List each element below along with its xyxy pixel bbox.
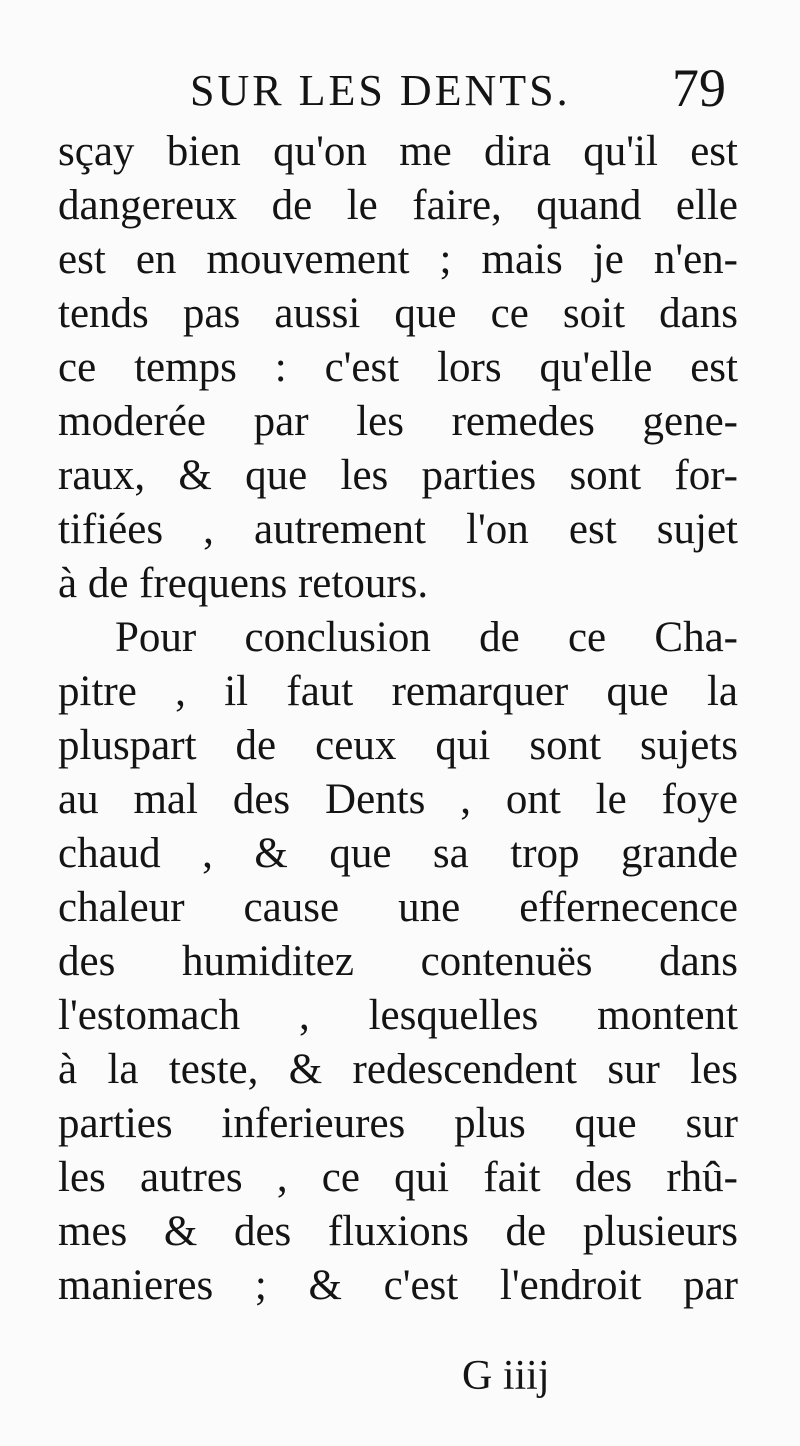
- text-line: pluspart de ceux qui sont sujets: [58, 722, 738, 769]
- text-line: Pour conclusion de ce Cha-: [115, 614, 738, 661]
- text-line: manieres ; & c'est l'endroit par: [58, 1262, 738, 1309]
- text-line: à de frequens retours.: [58, 560, 429, 607]
- page-header: [190, 55, 750, 125]
- text-line: pitre , il faut remarquer que la: [58, 668, 738, 715]
- text-line: raux, & que les parties sont for-: [58, 452, 738, 499]
- text-line: tifiées , autrement l'on est sujet: [58, 506, 738, 553]
- text-line: ce temps : c'est lors qu'elle est: [58, 344, 738, 391]
- text-line: les autres , ce qui fait des rhû-: [58, 1154, 738, 1201]
- text-line: des humiditez contenuës dans: [58, 938, 738, 985]
- running-title: SUR LES DENTS.: [190, 66, 571, 115]
- text-line: moderée par les remedes gene-: [58, 398, 738, 445]
- text-line: tends pas aussi que ce soit dans: [58, 290, 738, 337]
- signature-mark: G iiij: [462, 1353, 550, 1399]
- page-number: 79: [672, 58, 726, 118]
- text-line: sçay bien qu'on me dira qu'il est: [58, 128, 738, 175]
- text-line: chaud , & que sa trop grande: [58, 830, 738, 877]
- text-line: est en mouvement ; mais je n'en-: [58, 236, 738, 283]
- text-line: l'estomach , lesquelles montent: [58, 992, 738, 1039]
- text-line: parties inferieures plus que sur: [58, 1100, 738, 1147]
- text-line: au mal des Dents , ont le foye: [58, 776, 738, 823]
- body-text: [58, 125, 738, 1313]
- text-line: à la teste, & redescendent sur les: [58, 1046, 738, 1093]
- text-line: dangereux de le faire, quand elle: [58, 182, 738, 229]
- text-line: chaleur cause une effernecence: [58, 884, 738, 931]
- text-line: mes & des fluxions de plusieurs: [58, 1208, 738, 1255]
